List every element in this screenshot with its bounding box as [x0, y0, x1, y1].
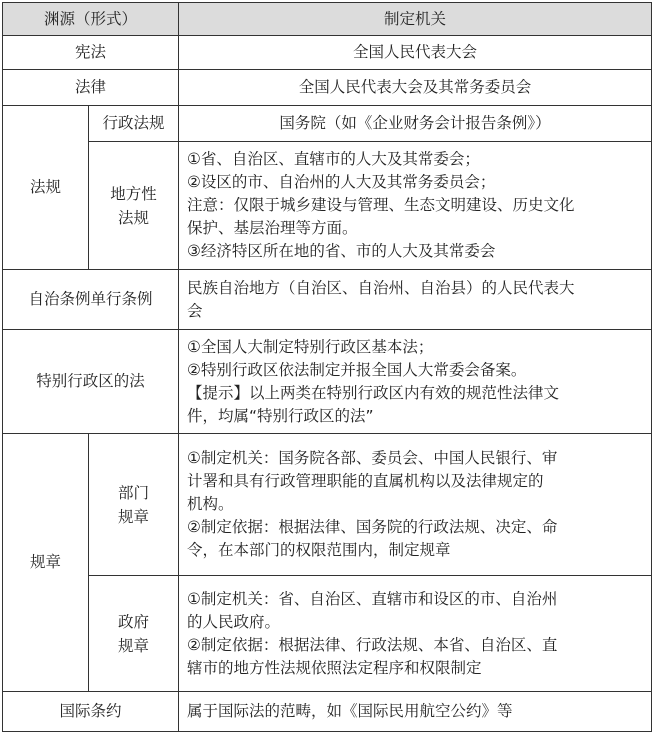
sub-label-zhengfu: 政府 规章: [89, 576, 179, 692]
row-value-xianfa: 全国人民代表大会: [179, 36, 652, 70]
header-authority: 制定机关: [179, 3, 652, 36]
table-row: [3, 106, 652, 142]
row-value-guoji: 属于国际法的范畴，如《国际民用航空公约》等: [179, 692, 652, 732]
row-label-falv: 法律: [3, 70, 179, 106]
row-label-zizhi: 自治条例单行条例: [3, 270, 179, 330]
row-value-zizhi: 民族自治地方（自治区、自治州、自治县）的人民代表大 会: [179, 270, 652, 330]
table-row: [3, 330, 652, 434]
table-row: [3, 434, 652, 576]
table-row: [3, 142, 652, 270]
legal-sources-table: [2, 2, 652, 732]
row-value-falv: 全国人民代表大会及其常务委员会: [179, 70, 652, 106]
row-label-fagui: 法规: [3, 106, 89, 270]
row-value-xingzheng: 国务院（如《企业财务会计报告条例》）: [179, 106, 652, 142]
row-value-tebie: ①全国人大制定特别行政区基本法； ②特别行政区依法制定并报全国人大常委会备案。 【提示】以上两类在特别行政区内有效的规范性法律文 件，均属“特别行政区的法”: [179, 330, 652, 434]
row-label-guoji: 国际条约: [3, 692, 179, 732]
table-row: [3, 270, 652, 330]
table-row: [3, 70, 652, 106]
header-source: 渊源（形式）: [3, 3, 179, 36]
table-row: [3, 692, 652, 732]
header-row: [3, 3, 652, 36]
row-value-zhengfu: ①制定机关：省、自治区、直辖市和设区的市、自治州 的人民政府。 ②制定依据：根据法律、行政法规、本省、自治区、直 辖市的地方性法规依照法定程序和权限制定: [179, 576, 652, 692]
row-label-tebie: 特别行政区的法: [3, 330, 179, 434]
table-row: [3, 36, 652, 70]
row-value-bumen: ①制定机关：国务院各部、委员会、中国人民银行、审 计署和具有行政管理职能的直属机构以及法律规定的 机构。 ②制定依据：根据法律、国务院的行政法规、决定、命 令，在本部门的权限范围内，制定规章: [179, 434, 652, 576]
row-value-difang: ①省、自治区、直辖市的人大及其常委会； ②设区的市、自治州的人大及其常务委员会； 注意：仅限于城乡建设与管理、生态文明建设、历史文化 保护、基层治理等方面。 ③经济特区所在地的省、市的人大及其常委会: [179, 142, 652, 270]
row-label-guizhang: 规章: [3, 434, 89, 692]
sub-label-difang: 地方性 法规: [89, 142, 179, 270]
sub-label-bumen: 部门 规章: [89, 434, 179, 576]
sub-label-xingzheng: 行政法规: [89, 106, 179, 142]
table-row: [3, 576, 652, 692]
row-label-xianfa: 宪法: [3, 36, 179, 70]
